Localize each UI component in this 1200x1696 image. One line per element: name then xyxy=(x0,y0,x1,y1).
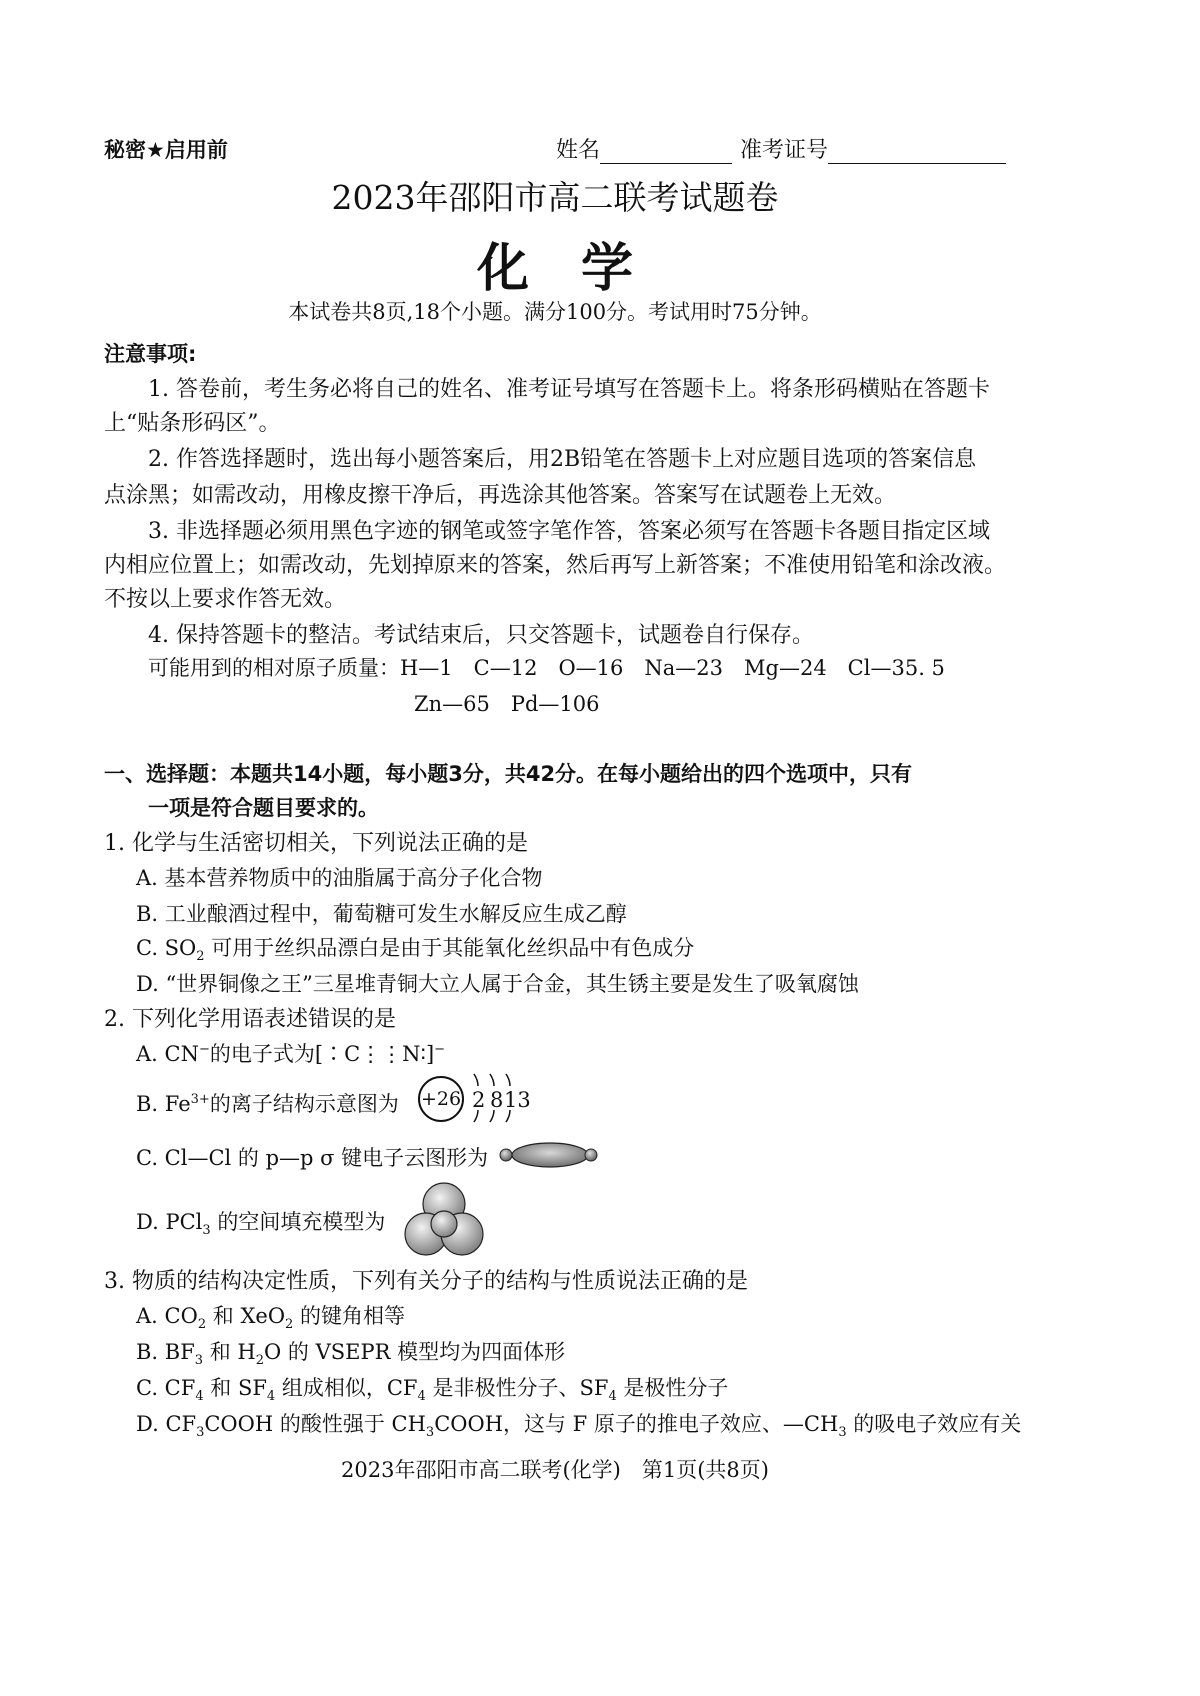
text: COOH 的酸性强于 CH xyxy=(204,1412,426,1436)
q2-option-d-post: 的空间填充模型为 xyxy=(210,1210,386,1234)
text: B. BF xyxy=(136,1340,195,1364)
subscript: 3 xyxy=(425,1425,435,1441)
q1-option-a[interactable]: A. 基本营养物质中的油脂属于高分子化合物 xyxy=(136,866,543,890)
exam-title: 2023年邵阳市高二联考试题卷 xyxy=(331,178,779,217)
subscript: 2 xyxy=(196,949,205,965)
text: 和 XeO xyxy=(206,1304,286,1328)
shell-electron-3: 13 xyxy=(504,1088,531,1112)
nucleus-charge: +26 xyxy=(420,1088,462,1110)
q2-option-c[interactable]: C. Cl—Cl 的 p—p σ 键电子云图形为 xyxy=(136,1146,489,1170)
q1-option-c-pre: C. SO xyxy=(136,936,197,960)
q2-option-d-pre: D. PCl xyxy=(136,1210,203,1234)
name-field[interactable] xyxy=(556,133,732,164)
q1-option-d[interactable]: D. “世界铜像之王”三星堆青铜大立人属于合金，其生锈主要是发生了吸氧腐蚀 xyxy=(136,972,859,996)
text: A. CO xyxy=(136,1304,198,1328)
subscript: 4 xyxy=(608,1389,617,1405)
text: 是极性分子 xyxy=(616,1376,729,1400)
notice-line: 2. 作答选择题时，选出每小题答案后，用2B铅笔在答题卡上对应题目选项的答案信息 xyxy=(148,447,977,472)
atomic-masses-line2: Zn—65 Pd—106 xyxy=(414,692,600,716)
subscript: 3 xyxy=(194,1353,204,1369)
atomic-masses-line1: 可能用到的相对原子质量：H—1 C—12 O—16 Na—23 Mg—24 Cl—35. 5 xyxy=(148,656,945,680)
name-label: 姓名 xyxy=(556,138,601,163)
q2-option-a-pre: A. CN xyxy=(136,1042,199,1066)
q2-option-b-pre: B. Fe xyxy=(136,1092,191,1116)
superscript: − xyxy=(198,1042,210,1057)
subscript: 3 xyxy=(196,1425,205,1441)
section-heading: 一、选择题：本题共14小题，每小题3分，共42分。在每小题给出的四个选项中，只有 xyxy=(104,762,913,786)
subscript: 3 xyxy=(202,1223,211,1239)
subject-title: 化 学 xyxy=(476,239,633,299)
text: O 的 VSEPR 模型均为四面体形 xyxy=(264,1340,566,1364)
nucleus-circle xyxy=(418,1076,464,1122)
q2-option-a-post: 的电子式为 xyxy=(209,1042,315,1066)
q3-option-a[interactable] xyxy=(136,1300,406,1333)
text: COOH，这与 F 原子的推电子效应、—CH xyxy=(434,1412,839,1436)
notice-heading: 注意事项: xyxy=(104,342,197,366)
section-heading-cont: 一项是符合题目要求的。 xyxy=(148,796,379,820)
sigma-bond-cloud-icon xyxy=(498,1140,600,1170)
text: 和 SF xyxy=(203,1376,267,1400)
q3-option-b[interactable] xyxy=(136,1336,566,1369)
notice-line: 3. 非选择题必须用黑色字迹的钢笔或签字笔作答，答案必须写在答题卡各题目指定区域 xyxy=(148,519,990,544)
subscript: 4 xyxy=(195,1389,204,1405)
text: 是非极性分子、SF xyxy=(425,1376,609,1400)
q3-option-d[interactable] xyxy=(136,1408,1022,1441)
shell-electron-2: 8 xyxy=(490,1088,504,1112)
notice-line: 点涂黑；如需改动，用橡皮擦干净后，再选涂其他答案。答案写在试题卷上无效。 xyxy=(104,483,897,508)
q2-option-b[interactable] xyxy=(136,1088,399,1118)
notice-line: 4. 保持答题卡的整洁。考试结束后，只交答题卡，试题卷自行保存。 xyxy=(148,623,814,648)
shell-electron-1: 2 xyxy=(472,1088,486,1112)
notice-line: 不按以上要求作答无效。 xyxy=(104,587,347,612)
q3-option-c[interactable] xyxy=(136,1372,729,1405)
q1-option-c-post: 可用于丝织品漂白是由于其能氧化丝织品中有色成分 xyxy=(204,936,695,960)
name-blank[interactable] xyxy=(600,139,732,164)
text: 组成相似，CF xyxy=(275,1376,418,1400)
q1-option-b[interactable]: B. 工业酿酒过程中，葡萄糖可发生水解反应生成乙醇 xyxy=(136,902,627,926)
q1-stem: 1. 化学与生活密切相关，下列说法正确的是 xyxy=(104,831,528,856)
notice-line: 上“贴条形码区”。 xyxy=(104,411,281,436)
notice-line: 内相应位置上；如需改动，先划掉原来的答案，然后再写上新答案；不准使用铅笔和涂改液。 xyxy=(104,553,1007,578)
subscript: 4 xyxy=(266,1389,276,1405)
subscript: 4 xyxy=(417,1389,426,1405)
superscript: − xyxy=(434,1042,446,1057)
page-footer: 2023年邵阳市高二联考(化学) 第1页(共8页) xyxy=(341,1458,769,1482)
notice-line: 1. 答卷前，考生务必将自己的姓名、准考证号填写在答题卡上。将条形码横贴在答题卡 xyxy=(148,377,990,402)
electron-formula: [∶C⋮⋮N∶] xyxy=(314,1042,435,1066)
id-label: 准考证号 xyxy=(740,138,829,163)
text: 和 H xyxy=(203,1340,256,1364)
text: D. CF xyxy=(136,1412,197,1436)
text: C. CF xyxy=(136,1376,196,1400)
confidential-label: 秘密★启用前 xyxy=(104,138,228,162)
subscript: 3 xyxy=(838,1425,847,1441)
q3-stem: 3. 物质的结构决定性质，下列有关分子的结构与性质说法正确的是 xyxy=(104,1269,748,1294)
text: 的键角相等 xyxy=(293,1304,406,1328)
subscript: 2 xyxy=(285,1317,294,1333)
q2-stem: 2. 下列化学用语表述错误的是 xyxy=(104,1007,396,1032)
pcl3-space-filling-model-icon xyxy=(402,1180,486,1260)
q2-option-d[interactable] xyxy=(136,1206,386,1239)
subscript: 2 xyxy=(197,1317,207,1333)
q2-option-b-post: 的离子结构示意图为 xyxy=(209,1092,399,1116)
superscript: 3+ xyxy=(190,1092,210,1107)
exam-info: 本试卷共8页,18个小题。满分100分。考试用时75分钟。 xyxy=(288,300,822,324)
id-field[interactable] xyxy=(740,133,1006,164)
q2-option-a[interactable] xyxy=(136,1038,445,1068)
subscript: 2 xyxy=(255,1353,265,1369)
text: 的吸电子效应有关 xyxy=(846,1412,1022,1436)
q1-option-c[interactable] xyxy=(136,932,695,965)
id-blank[interactable] xyxy=(828,139,1006,164)
